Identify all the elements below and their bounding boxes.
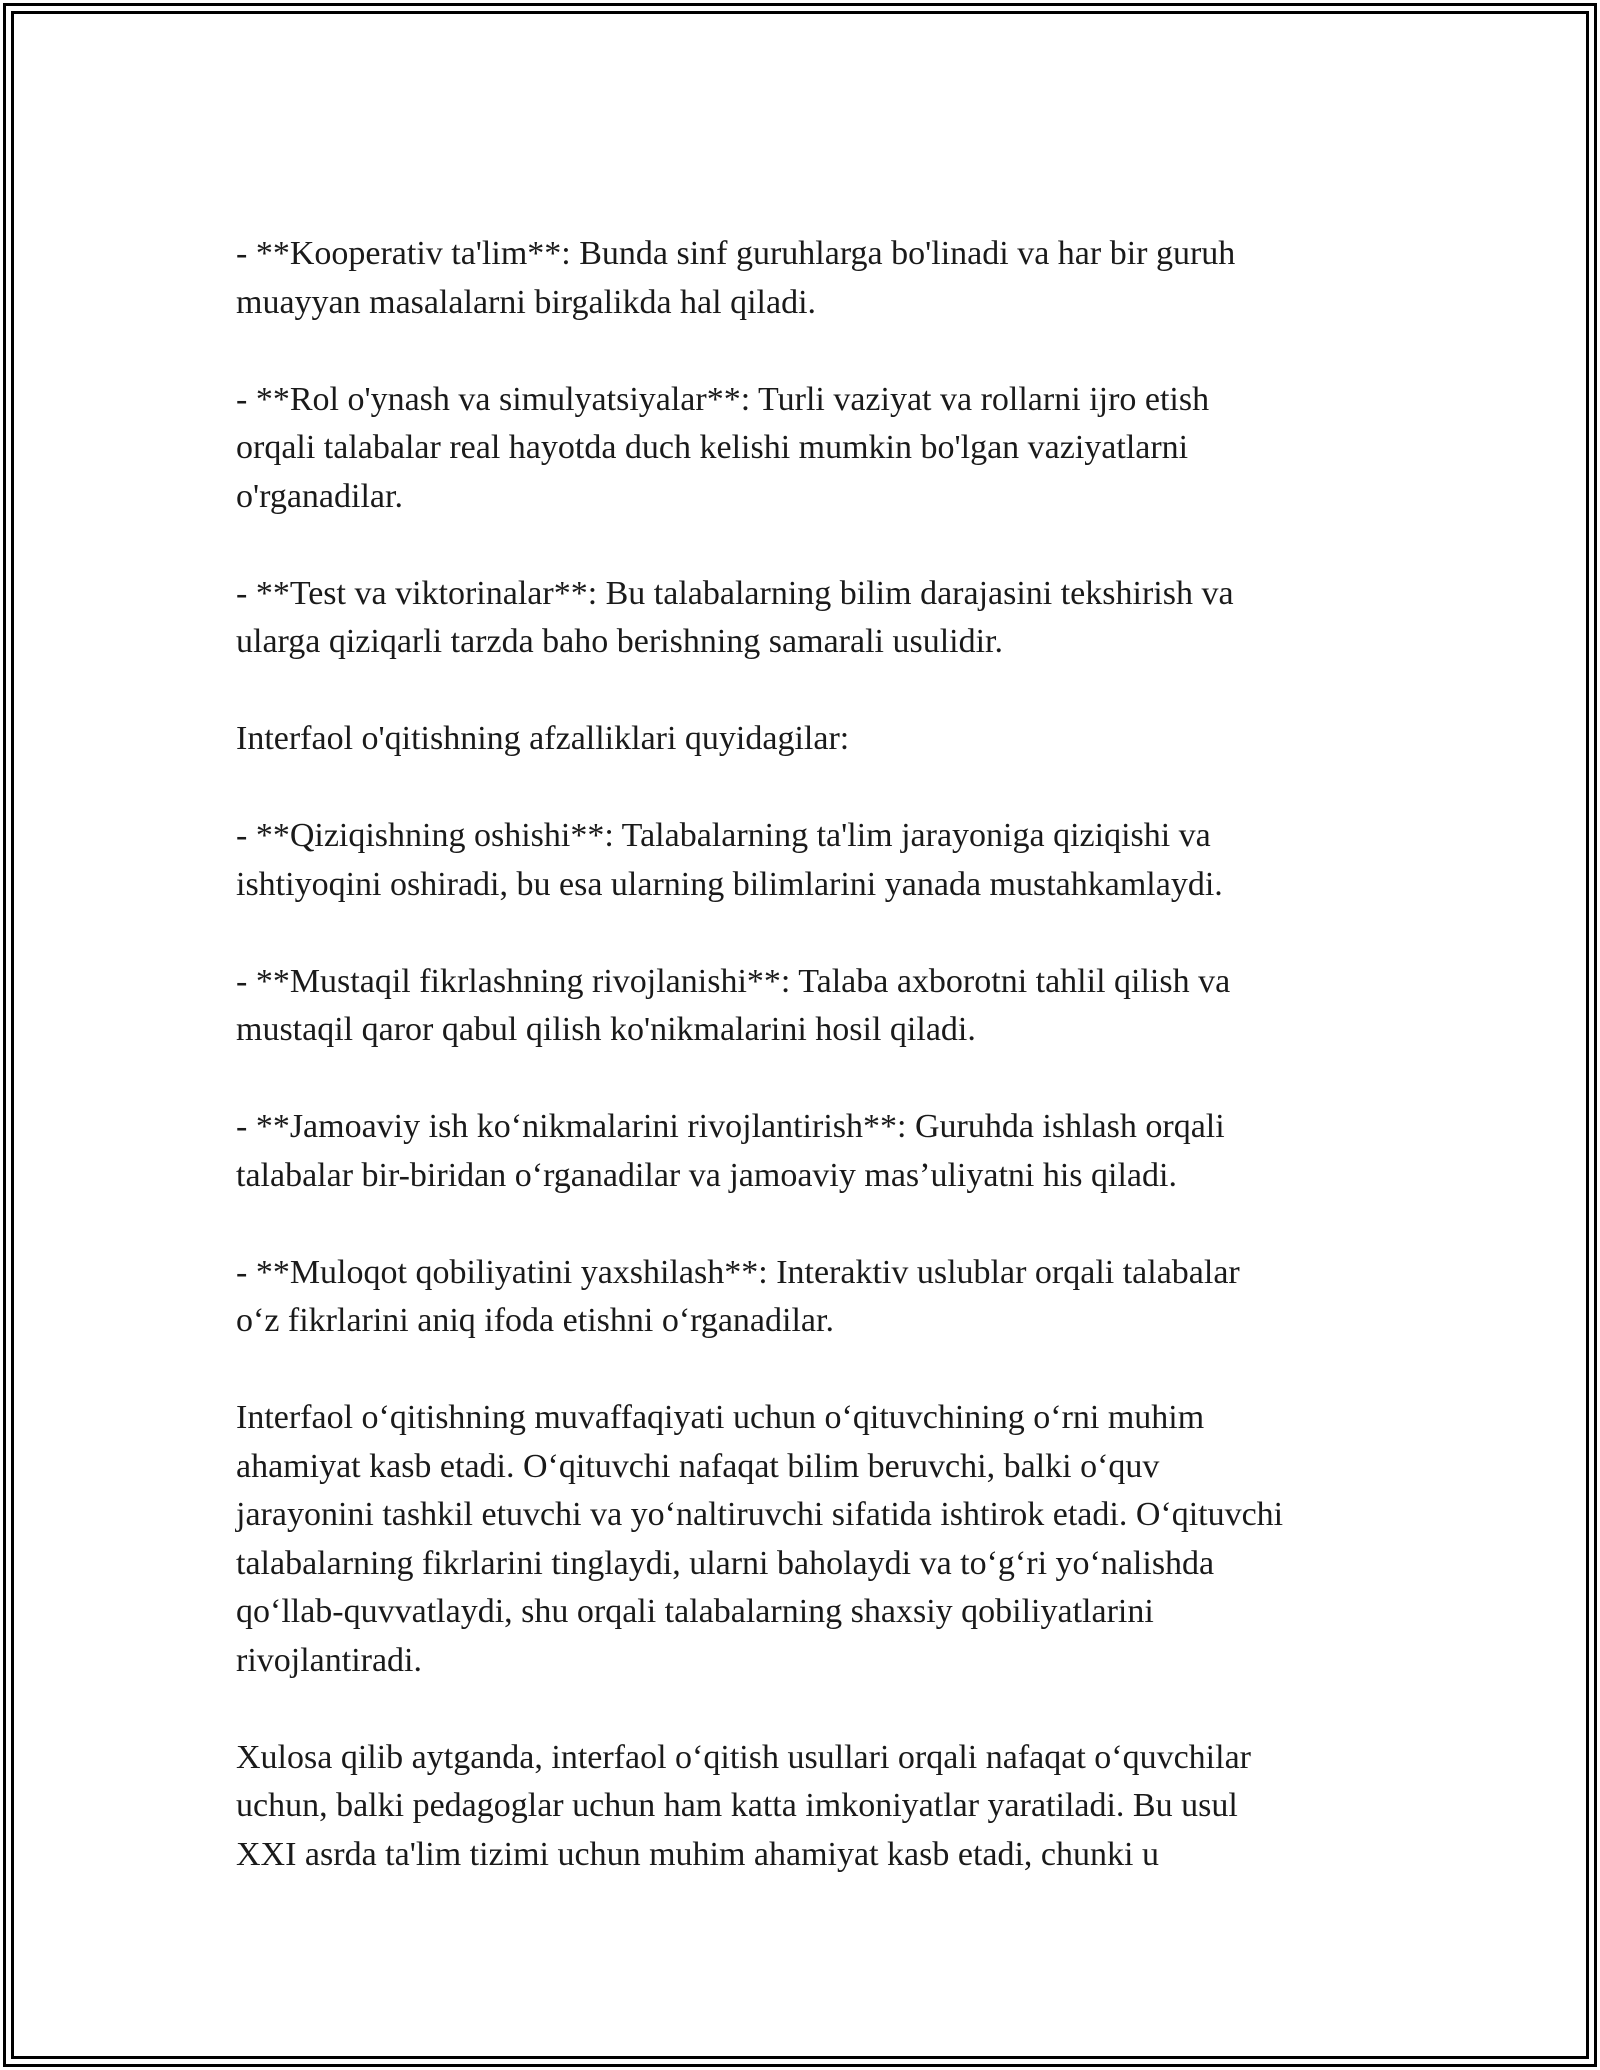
paragraph-interest-growth: - **Qiziqishning oshishi**: Talabalarning ta'lim jarayoniga qiziqishi va ishtiyoqini oshiradi, bu esa ularning bilimlarini yanada mustahkamlaydi.	[236, 817, 1223, 903]
paragraph-independent-thinking: - **Mustaqil fikrlashning rivojlanishi**: Talaba axborotni tahlil qilish va mustaqil qaror qabul qilish ko'nikmalarini hosil qiladi.	[236, 962, 1231, 1048]
document-body	[236, 230, 1376, 1879]
paragraph-role-play: - **Rol o'ynash va simulyatsiyalar**: Turli vaziyat va rollarni ijro etish orqali talabalar real hayotda duch kelishi mumkin bo'lgan vaziyatlarni o'rganadilar.	[236, 380, 1210, 515]
paragraph-teamwork-skills: - **Jamoaviy ish koʻnikmalarini rivojlantirish**: Guruhda ishlash orqali talabalar bir-biridan oʻrganadilar va jamoaviy masʼuliyatni his qiladi.	[236, 1108, 1225, 1194]
paragraph-communication-skills: - **Muloqot qobiliyatini yaxshilash**: Interaktiv uslublar orqali talabalar oʻz fikrlarini aniq ifoda etishni oʻrganadilar.	[236, 1253, 1240, 1339]
paragraph-tests-quizzes: - **Test va viktorinalar**: Bu talabalarning bilim darajasini tekshirish va ularga qiziqarli tarzda baho berishning samarali usulidir.	[236, 574, 1234, 660]
paragraph-teacher-role: Interfaol oʻqitishning muvaffaqiyati uchun oʻqituvchining oʻrni muhim ahamiyat kasb etadi. Oʻqituvchi nafaqat bilim beruvchi, balki oʻquv jarayonini tashkil etuvchi va yoʻnaltiruvchi sifatida ishtirok etadi. Oʻqituvchi talabalarning fikrlarini tinglaydi, ularni baholaydi va toʻgʻri yoʻnalishda qoʻllab-quvvatlaydi, shu orqali talabalarning shaxsiy qobiliyatlarini rivojlantiradi.	[236, 1399, 1284, 1679]
paragraph-cooperative-learning: - **Kooperativ ta'lim**: Bunda sinf guruhlarga bo'linadi va har bir guruh muayyan masalalarni birgalikda hal qiladi.	[236, 235, 1236, 321]
paragraph-conclusion: Xulosa qilib aytganda, interfaol oʻqitish usullari orqali nafaqat oʻquvchilar uchun, balki pedagoglar uchun ham katta imkoniyatlar yaratiladi. Bu usul XXI asrda ta'lim tizimi uchun muhim ahamiyat kasb etadi, chunki u	[236, 1738, 1251, 1873]
paragraph-advantages-intro: Interfaol o'qitishning afzalliklari quyidagilar:	[236, 720, 850, 757]
